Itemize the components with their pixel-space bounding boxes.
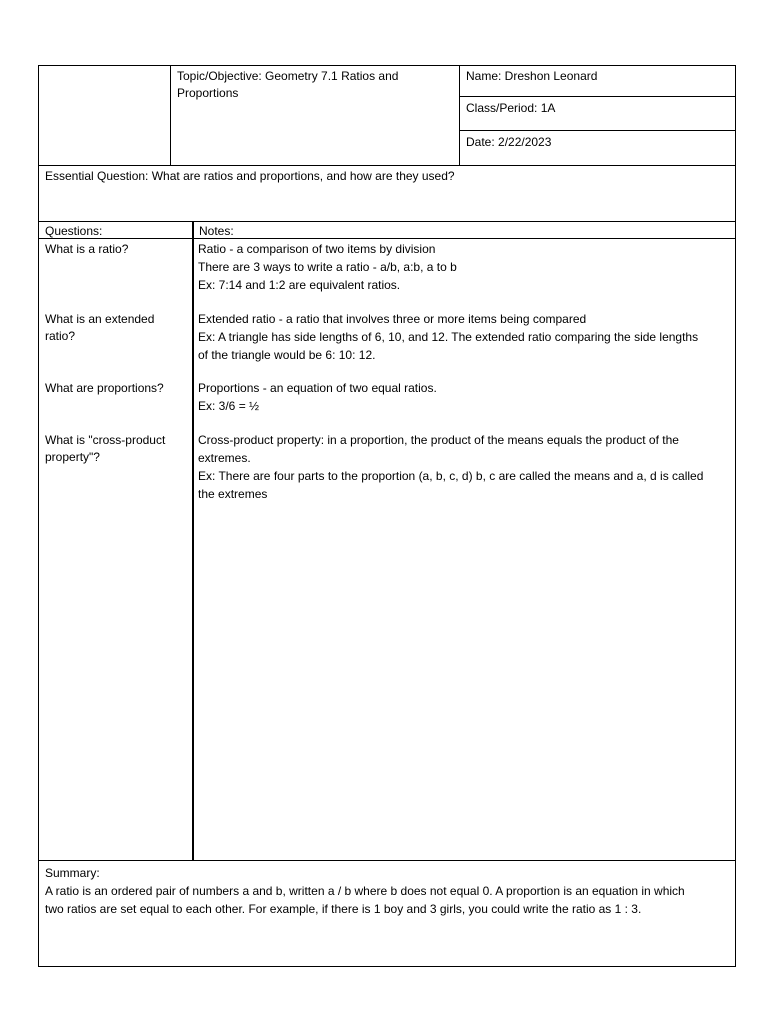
notes-line: Proportions - an equation of two equal ratios. — [198, 381, 437, 395]
notes-table-border — [38, 65, 736, 967]
question-proportions: What are proportions? — [45, 381, 164, 395]
class-period: Class/Period: 1A — [466, 101, 556, 115]
notes-line: Ex: There are four parts to the proportion (a, b, c, d) b, c are called the means and a, d is called — [198, 469, 704, 483]
summary-label: Summary: — [45, 866, 100, 880]
notes-proportions — [198, 379, 728, 415]
notes-line: Cross-product property: in a proportion, the product of the means equals the product of the — [198, 433, 679, 447]
summary-top-line — [38, 860, 736, 861]
notes-column-header: Notes: — [199, 224, 234, 238]
summary-section — [39, 862, 735, 920]
notes-line: extremes. — [198, 451, 251, 465]
essential-question: Essential Question: What are ratios and proportions, and how are they used? — [45, 169, 455, 183]
topic-objective: Topic/Objective: Geometry 7.1 Ratios and Proportions — [177, 69, 399, 100]
class-divider — [459, 130, 736, 131]
notes-cross-product — [198, 431, 728, 503]
date: Date: 2/22/2023 — [466, 135, 552, 149]
notes-line: Extended ratio - a ratio that involves three or more items being compared — [198, 312, 587, 326]
question-ratio: What is a ratio? — [45, 242, 129, 256]
questions-notes-divider — [192, 221, 194, 861]
notes-extended-ratio — [198, 310, 728, 364]
summary-line: A ratio is an ordered pair of numbers a and b, written a / b where b does not equal 0. A proportion is an equation in which — [45, 884, 685, 898]
notes-line: Ex: A triangle has side lengths of 6, 10, and 12. The extended ratio comparing the side lengths — [198, 330, 699, 344]
notes-line: Ex: 3/6 = ½ — [198, 399, 260, 413]
notes-line: the extremes — [198, 487, 268, 501]
notes-line: There are 3 ways to write a ratio - a/b, a:b, a to b — [198, 260, 457, 274]
notes-line: Ex: 7:14 and 1:2 are equivalent ratios. — [198, 278, 401, 292]
student-name: Name: Dreshon Leonard — [466, 69, 598, 83]
notes-line: of the triangle would be 6: 10: 12. — [198, 348, 376, 362]
questions-column-header: Questions: — [45, 224, 103, 238]
name-divider — [459, 96, 736, 97]
notes-line: Ratio - a comparison of two items by division — [198, 242, 436, 256]
summary-line: two ratios are set equal to each other. For example, if there is 1 boy and 3 girls, you could write the ratio as 1 : 3. — [45, 902, 642, 916]
question-extended-ratio: What is an extended ratio? — [45, 312, 155, 343]
notes-ratio — [198, 240, 728, 294]
question-cross-product: What is "cross-product property"? — [45, 433, 166, 464]
